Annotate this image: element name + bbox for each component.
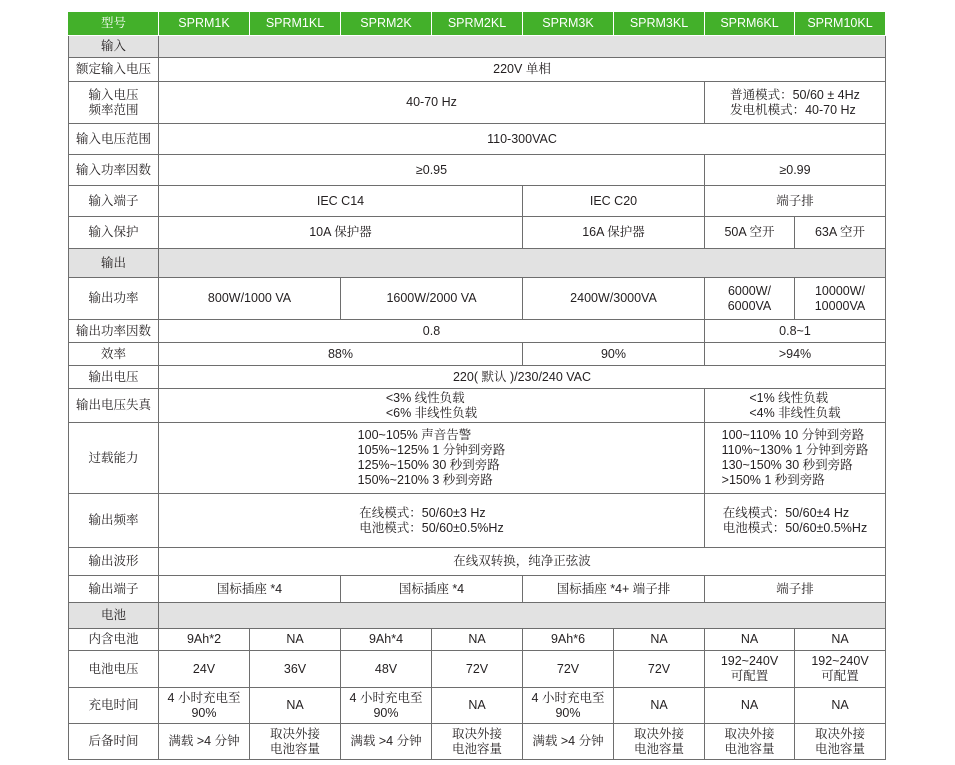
row-label: 过载能力 (69, 423, 159, 494)
cell-value: IEC C14 (159, 186, 523, 217)
cell-value: 48V (341, 651, 432, 688)
cell-value: 110-300VAC (159, 124, 886, 155)
table-row (69, 576, 886, 603)
cell-value (705, 82, 886, 124)
cell-value: 192~240V 可配置 (795, 651, 886, 688)
cell-value: 6000W/ 6000VA (705, 278, 795, 320)
cell-value: 满载 >4 分钟 (159, 724, 250, 760)
cell-value: NA (795, 688, 886, 724)
cell-value: 满载 >4 分钟 (523, 724, 614, 760)
model-header: SPRM2K (341, 12, 432, 36)
section-title-input: 输入 (69, 36, 159, 58)
table-row (69, 389, 886, 423)
cell-value: 220V 单相 (159, 58, 886, 82)
cell-value: 国标插座 *4 (159, 576, 341, 603)
cell-value: NA (795, 629, 886, 651)
row-label: 电池电压 (69, 651, 159, 688)
cell-text: 在线模式：50/60±4 Hz 电池模式：50/60±0.5%Hz (722, 505, 868, 535)
cell-value: 取决外接 电池容量 (705, 724, 795, 760)
cell-value (159, 423, 705, 494)
model-header: SPRM3KL (614, 12, 705, 36)
cell-value: NA (250, 629, 341, 651)
cell-value: 10A 保护器 (159, 217, 523, 249)
table-row (69, 651, 886, 688)
cell-value (705, 494, 886, 548)
cell-value: 50A 空开 (705, 217, 795, 249)
cell-value: 1600W/2000 VA (341, 278, 523, 320)
row-label: 输出电压 (69, 366, 159, 389)
table-row (69, 186, 886, 217)
cell-value: 端子排 (705, 576, 886, 603)
cell-value: 0.8 (159, 320, 705, 343)
cell-value: >94% (705, 343, 886, 366)
cell-value: NA (705, 629, 795, 651)
cell-value: ≥0.95 (159, 155, 705, 186)
cell-value: 满载 >4 分钟 (341, 724, 432, 760)
cell-text: 100~110% 10 分钟到旁路 110%~130% 1 分钟到旁路 130~150% 30 秒到旁路 >150% 1 秒到旁路 (721, 428, 869, 487)
cell-value (159, 494, 705, 548)
cell-value: 4 小时充电至 90% (159, 688, 250, 724)
cell-value: 72V (523, 651, 614, 688)
cell-value: 192~240V 可配置 (705, 651, 795, 688)
section-row (69, 249, 886, 278)
table-row (69, 366, 886, 389)
cell-value: 2400W/3000VA (523, 278, 705, 320)
cell-value (705, 423, 886, 494)
cell-text: 普通模式：50/60 ± 4Hz 发电机模式：40-70 Hz (730, 87, 860, 117)
cell-value: NA (705, 688, 795, 724)
table-row (69, 217, 886, 249)
section-fill (159, 36, 886, 58)
section-row (69, 603, 886, 629)
cell-value: 取决外接 电池容量 (795, 724, 886, 760)
cell-text: 在线模式：50/60±3 Hz 电池模式：50/60±0.5%Hz (359, 505, 504, 535)
row-label: 充电时间 (69, 688, 159, 724)
table-row (69, 629, 886, 651)
section-fill (159, 249, 886, 278)
table-row (69, 58, 886, 82)
section-title-output: 输出 (69, 249, 159, 278)
cell-text: 100~105% 声音告警 105%~125% 1 分钟到旁路 125%~150% 30 秒到旁路 150%~210% 3 秒到旁路 (357, 428, 506, 487)
table-row (69, 320, 886, 343)
table-row (69, 155, 886, 186)
cell-value: NA (614, 629, 705, 651)
row-label: 输出端子 (69, 576, 159, 603)
cell-value: 220( 默认 )/230/240 VAC (159, 366, 886, 389)
table-row (69, 494, 886, 548)
cell-value (159, 389, 705, 423)
cell-value: 取决外接 电池容量 (432, 724, 523, 760)
row-label: 输入功率因数 (69, 155, 159, 186)
header-label: 型号 (69, 12, 159, 36)
cell-text: <3% 线性负载 <6% 非线性负载 (385, 390, 478, 420)
cell-value: 取决外接 电池容量 (250, 724, 341, 760)
cell-value: 10000W/ 10000VA (795, 278, 886, 320)
model-header: SPRM3K (523, 12, 614, 36)
model-header: SPRM6KL (705, 12, 795, 36)
cell-value: 24V (159, 651, 250, 688)
model-header: SPRM10KL (795, 12, 886, 36)
cell-value: 72V (614, 651, 705, 688)
row-label: 效率 (69, 343, 159, 366)
model-header: SPRM1KL (250, 12, 341, 36)
table-row (69, 343, 886, 366)
cell-value: 端子排 (705, 186, 886, 217)
cell-value: 国标插座 *4+ 端子排 (523, 576, 705, 603)
table-row (69, 124, 886, 155)
row-label: 输入端子 (69, 186, 159, 217)
cell-value: 88% (159, 343, 523, 366)
table-row (69, 548, 886, 576)
model-header: SPRM1K (159, 12, 250, 36)
row-label: 输出功率因数 (69, 320, 159, 343)
cell-value: 16A 保护器 (523, 217, 705, 249)
row-label: 输出波形 (69, 548, 159, 576)
cell-value: 在线双转换，纯净正弦波 (159, 548, 886, 576)
section-row (69, 36, 886, 58)
table-row (69, 278, 886, 320)
table-row (69, 724, 886, 760)
table-row (69, 82, 886, 124)
section-title-battery: 电池 (69, 603, 159, 629)
model-header: SPRM2KL (432, 12, 523, 36)
cell-value: 36V (250, 651, 341, 688)
cell-value: 40-70 Hz (159, 82, 705, 124)
row-label: 输出电压失真 (69, 389, 159, 423)
row-label: 额定输入电压 (69, 58, 159, 82)
cell-value: 取决外接 电池容量 (614, 724, 705, 760)
cell-value: 90% (523, 343, 705, 366)
cell-value (705, 389, 886, 423)
table-row (69, 423, 886, 494)
row-label: 内含电池 (69, 629, 159, 651)
cell-value: 9Ah*4 (341, 629, 432, 651)
cell-value: NA (614, 688, 705, 724)
cell-value: 4 小时充电至 90% (341, 688, 432, 724)
cell-value: IEC C20 (523, 186, 705, 217)
cell-value: 9Ah*6 (523, 629, 614, 651)
row-label: 输出功率 (69, 278, 159, 320)
row-label: 输入保护 (69, 217, 159, 249)
row-label: 输入电压 频率范围 (69, 82, 159, 124)
row-label: 输入电压范围 (69, 124, 159, 155)
row-label: 后备时间 (69, 724, 159, 760)
section-fill (159, 603, 886, 629)
cell-value: 9Ah*2 (159, 629, 250, 651)
header-row (69, 12, 886, 36)
cell-value: 0.8~1 (705, 320, 886, 343)
spec-table (68, 11, 886, 760)
cell-text: <1% 线性负载 <4% 非线性负载 (749, 390, 841, 420)
cell-value: 63A 空开 (795, 217, 886, 249)
cell-value: 72V (432, 651, 523, 688)
cell-value: NA (432, 629, 523, 651)
cell-value: ≥0.99 (705, 155, 886, 186)
cell-value: 国标插座 *4 (341, 576, 523, 603)
cell-value: 800W/1000 VA (159, 278, 341, 320)
cell-value: NA (432, 688, 523, 724)
table-row (69, 688, 886, 724)
cell-value: 4 小时充电至 90% (523, 688, 614, 724)
cell-value: NA (250, 688, 341, 724)
row-label: 输出频率 (69, 494, 159, 548)
